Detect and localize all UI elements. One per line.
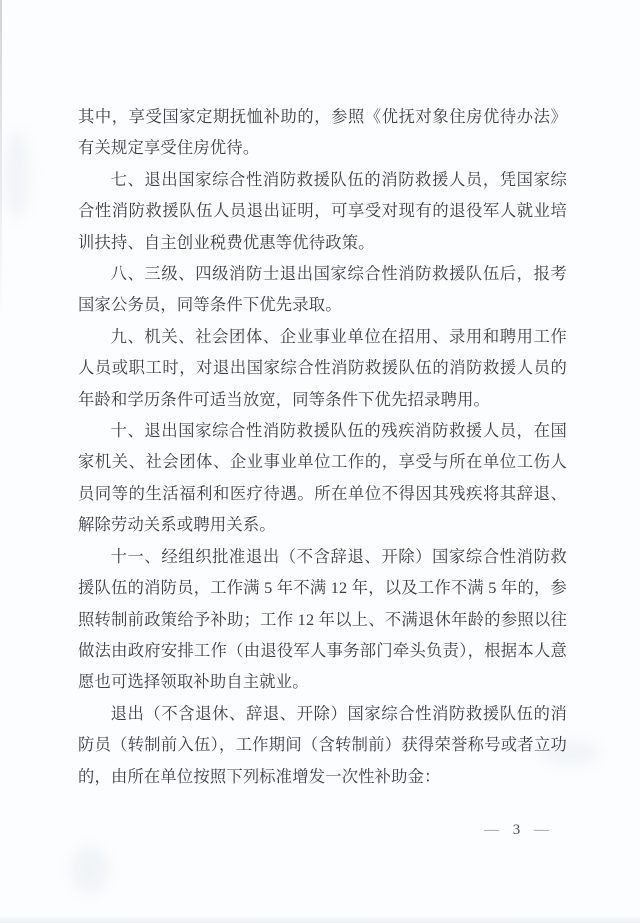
paragraph: 其中，享受国家定期抚恤补助的，参照《优抚对象住房优待办法》有关规定享受住房优待。 <box>78 107 567 158</box>
footer-dash-left: — <box>484 822 499 838</box>
page-number: 3 <box>512 822 521 838</box>
scan-smudge <box>70 845 110 895</box>
footer-dash-right: — <box>534 822 549 838</box>
paragraph: 九、机关、社会团体、企业事业单位在招用、录用和聘用工作人员或职工时，对退出国家综合性消防救援队伍的消防救援人员的年龄和学历条件可适当放宽，同等条件下优先招录聘用。 <box>78 326 567 409</box>
paragraph: 八、三级、四级消防士退出国家综合性消防救援队伍后，报考国家公务员，同等条件下优先录取。 <box>78 264 567 315</box>
page-footer <box>484 820 549 840</box>
scan-smudge <box>4 130 30 220</box>
paragraph: 十、退出国家综合性消防救援队伍的残疾消防救援人员，在国家机关、社会团体、企业事业单位工作的，享受与所在单位工伤人员同等的生活福利和医疗待遇。所在单位不得因其残疾将其辞退、解除劳动关系或聘用关系。 <box>78 421 567 535</box>
paragraph: 退出（不含退休、辞退、开除）国家综合性消防救援队伍的消防员（转制前入伍），工作期间（含转制前）获得荣誉称号或者立功的，由所在单位按照下列标准增发一次性补助金： <box>78 703 567 786</box>
paragraph: 十一、经组织批准退出（不含辞退、开除）国家综合性消防救援队伍的消防员，工作满 5 年不满 12 年，以及工作不满 5 年的，参照转制前政策给予补助；工作 12 年以上、不满退休年龄的参照以往做法由政府安排工作（由退役军人事务部门牵头负责），根据本人意愿也可选择领取补助自主就业。 <box>78 546 567 692</box>
document-body <box>78 101 567 792</box>
scan-edge-artifact <box>0 0 2 320</box>
scan-bottom-shadow <box>0 915 640 923</box>
paragraph: 七、退出国家综合性消防救援队伍的消防救援人员，凭国家综合性消防救援队伍人员退出证明，可享受对现有的退役军人就业培训扶持、自主创业税费优惠等优待政策。 <box>78 169 567 252</box>
